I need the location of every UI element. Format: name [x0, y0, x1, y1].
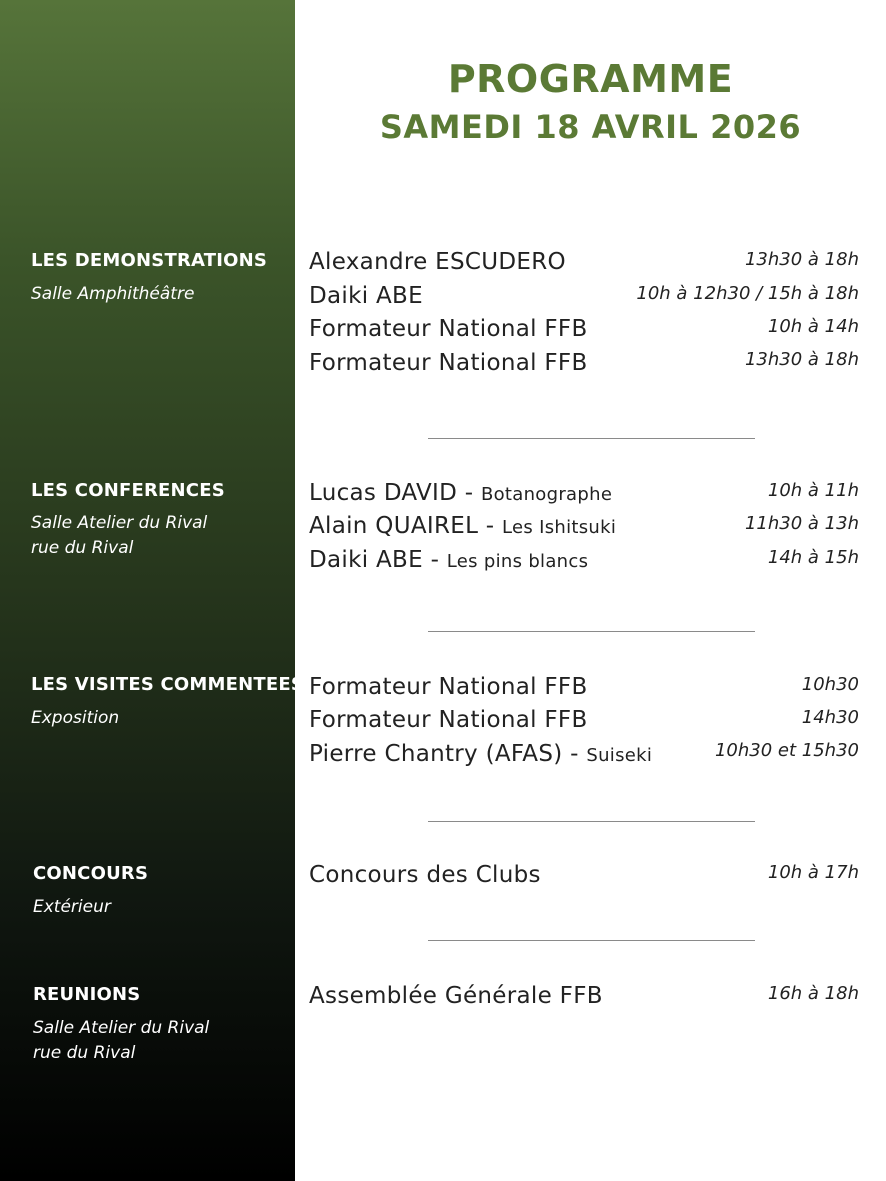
list-item: Assemblée Générale FFB	[309, 983, 603, 1009]
item-time: 10h à 14h	[767, 316, 859, 337]
list-item: Formateur National FFB	[309, 707, 588, 733]
page-title: PROGRAMME	[447, 57, 734, 101]
list-item: Daiki ABE - Les pins blancs	[309, 547, 589, 573]
item-time: 14h à 15h	[767, 547, 859, 568]
section-location-concours: Extérieur	[33, 897, 111, 917]
section-title-concours: CONCOURS	[33, 863, 149, 884]
list-item: Daiki ABE	[309, 283, 423, 309]
section-title-demonstrations: LES DEMONSTRATIONS	[31, 250, 268, 271]
section-title-conferences: LES CONFERENCES	[31, 480, 225, 501]
item-time: 10h30 et 15h30	[714, 740, 859, 761]
item-time: 10h à 17h	[767, 862, 859, 883]
list-item: Alexandre ESCUDERO	[309, 249, 566, 275]
section-divider	[428, 631, 755, 632]
section-divider	[428, 821, 755, 822]
section-title-visites: LES VISITES COMMENTEES	[31, 674, 305, 695]
section-title-reunions: REUNIONS	[33, 984, 141, 1005]
item-time: 10h à 12h30 / 15h à 18h	[636, 283, 859, 304]
section-location-reunions: Salle Atelier du Rival rue du Rival	[33, 1018, 210, 1063]
section-divider	[428, 940, 755, 941]
section-location-visites: Exposition	[31, 708, 120, 728]
item-time: 16h à 18h	[767, 983, 859, 1004]
item-time: 13h30 à 18h	[744, 249, 859, 270]
list-item: Formateur National FFB	[309, 316, 588, 342]
item-time: 14h30	[801, 707, 859, 728]
list-item: Concours des Clubs	[309, 862, 541, 888]
list-item: Lucas DAVID - Botanographe	[309, 480, 613, 506]
list-item: Formateur National FFB	[309, 674, 588, 700]
item-time: 13h30 à 18h	[744, 349, 859, 370]
page-date: SAMEDI 18 AVRIL 2026	[379, 108, 802, 146]
section-location-demonstrations: Salle Amphithéâtre	[31, 284, 195, 304]
item-time: 10h30	[801, 674, 859, 695]
section-location-conferences: Salle Atelier du Rival rue du Rival	[31, 513, 208, 558]
list-item: Formateur National FFB	[309, 350, 588, 376]
item-time: 11h30 à 13h	[744, 513, 859, 534]
list-item: Pierre Chantry (AFAS) - Suiseki	[309, 741, 653, 767]
list-item: Alain QUAIREL - Les Ishitsuki	[309, 513, 617, 539]
item-time: 10h à 11h	[767, 480, 859, 501]
section-divider	[428, 438, 755, 439]
